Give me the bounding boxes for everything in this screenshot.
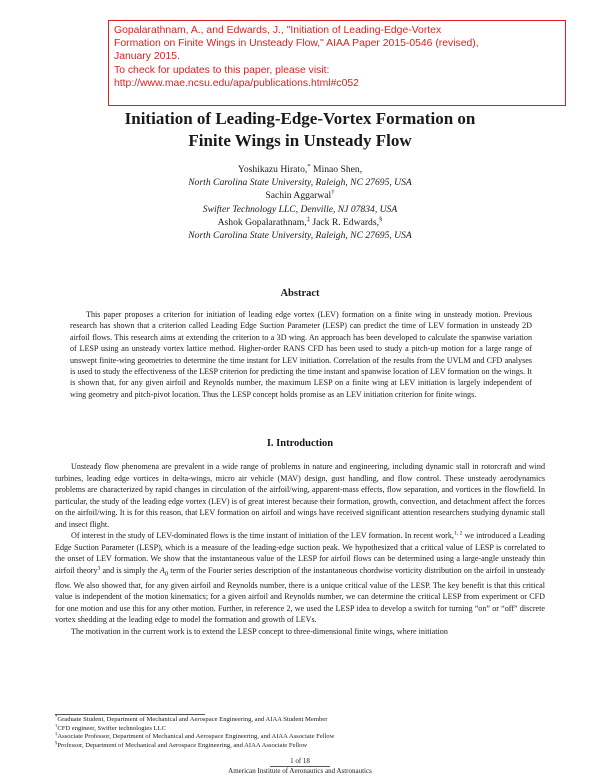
citation-ref: 3 bbox=[97, 564, 101, 571]
author-block bbox=[60, 163, 540, 242]
update-notice-box bbox=[108, 20, 566, 106]
affiliation: North Carolina State University, Raleigh, NC 27695, USA bbox=[188, 177, 412, 189]
page-number: 1 of 18 bbox=[290, 757, 310, 765]
author-line: Yoshikazu Hirato,* Minao Shen, bbox=[237, 162, 363, 175]
paragraph: Of interest in the study of LEV-dominated flows is the time instant of initiation of the LEV formation. In recent work,$^{1, 2}$ we introduced a Leading Edge Suction Parameter (LESP), which is a measure of the leading-edge suction peak. We hypothesized that a critical value of LESP is correlated to the onset of LEV formation. We show that the instantaneous value of the LESP for airfoil flows can be determined using a large-angle unsteady thin airfoil theory$^3$ and is simply the $A_0$ term of the Fourier series description of the instantaneous chordwise vorticity distribution on the airfoil in unsteady flow. We also showed that, for any given airfoil and Reynolds number, there is a unique critical value of the LESP. The key benefit is that this critical value is independent of the motion kinematics; for a given airfoil and Reynolds number, we can determine the critical LESP from experiment or CFD for one motion and use this for any other motion. Further, in reference 2, we used the LESP idea to develop a switch for turning “on” or “off” discrete vortex shedding at the leading edge to model the formation and growth of LEVs. bbox=[55, 530, 545, 625]
paragraph: Unsteady flow phenomena are prevalent in a wide range of problems in nature and engineering, including dynamic stall in rotorcraft and wind turbines, leading edge vortices in delta-wings, micro air vehicle (MAV) design, gust handling, and flow control. These unsteady aerodynamics problems are characterized by rapid changes in circulation of the airfoil/wing, apparent-mass effects, flow separation, and vortices in the flowfield. In particular, the study of the leading edge vortex (LEV) is of great interest because their formation, growth, convection, and detachment affect the forces on the airfoil/wing. It is for this reason, that LEV formation on airfoil and wings have received significant attention researchers studying dynamic stall and insect flight. bbox=[55, 462, 545, 529]
notice-line: January 2015. bbox=[114, 51, 180, 63]
notice-line: To check for updates to this paper, please visit: bbox=[114, 64, 330, 76]
paragraph: The motivation in the current work is to extend the LESP concept to three-dimensional finite wings, where initiation bbox=[71, 626, 448, 636]
footnote: *Graduate Student, Department of Mechanical and Aerospace Engineering, and AIAA Student Member bbox=[55, 713, 328, 723]
notice-line: Formation on Finite Wings in Unsteady Flow," AIAA Paper 2015-0546 (revised), bbox=[114, 38, 479, 50]
paper-title bbox=[60, 108, 540, 152]
abstract-text: This paper proposes a criterion for initiation of leading edge vortex (LEV) formation on a finite wing in unsteady motion. Previous research has shown that a criterion called Leading Edge Suction Parameter (LESP) can predict the time of LEV formation in unsteady 2D airfoil flows. This research aims at extending the criterion to a 3D wing. An approach has been developed to calculate the spanwise variation of LESP using an unsteady vortex lattice method. Higher-order RANS CFD has been used to study a pitch-up motion for a large range of unswept finite-wing geometries to determine the time instant for LEV initiation. Correlation of the results from the UVLM and CFD analyses is used to study the effectiveness of the LESP criterion for predicting the time instant and spanwise location of LEV formation on the wings. It is shown that, for any given airfoil and Reynolds number, the maximum LESP on a finite wing at LEV initiation is largely independent of wing geometry and pitch-pivot location. Thus the LESP concept holds promise as an LEV initiation criterion for finite wings. bbox=[70, 310, 532, 399]
footnote-divider bbox=[55, 714, 205, 715]
author-line: Sachin Aggarwal† bbox=[265, 189, 335, 202]
footnote: ‡Associate Professor, Department of Mechanical and Aerospace Engineering, and AIAA Associate Fellow bbox=[55, 731, 335, 741]
citation-ref: 1, 2 bbox=[453, 530, 463, 537]
affiliation: Swifter Technology LLC, Denville, NJ 07834, USA bbox=[202, 203, 398, 215]
notice-line: Gopalarathnam, A., and Edwards, J., "Initiation of Leading-Edge-Vortex bbox=[114, 25, 442, 36]
notice-url-link[interactable]: http://www.mae.ncsu.edu/apa/publications.html#c052 bbox=[114, 77, 359, 89]
abstract-heading: Abstract bbox=[280, 288, 320, 299]
author-line: Ashok Gopalarathnam,‡ Jack R. Edwards,§ bbox=[217, 215, 383, 228]
title-line: Finite Wings in Unsteady Flow bbox=[188, 131, 412, 150]
footnote: §Professor, Department of Mechanical and Aerospace Engineering, and AIAA Associate Fellow bbox=[55, 739, 308, 749]
affiliation: North Carolina State University, Raleigh, NC 27695, USA bbox=[188, 230, 412, 242]
section-heading-introduction: I. Introduction bbox=[266, 438, 334, 449]
introduction-body bbox=[55, 461, 545, 637]
footnote: †CFD engineer, Swifter technologies LLC bbox=[55, 722, 167, 732]
footnotes bbox=[55, 713, 545, 750]
publisher-footer: American Institute of Aeronautics and Astronautics bbox=[228, 767, 372, 775]
title-line: Initiation of Leading-Edge-Vortex Formation on bbox=[124, 109, 476, 128]
